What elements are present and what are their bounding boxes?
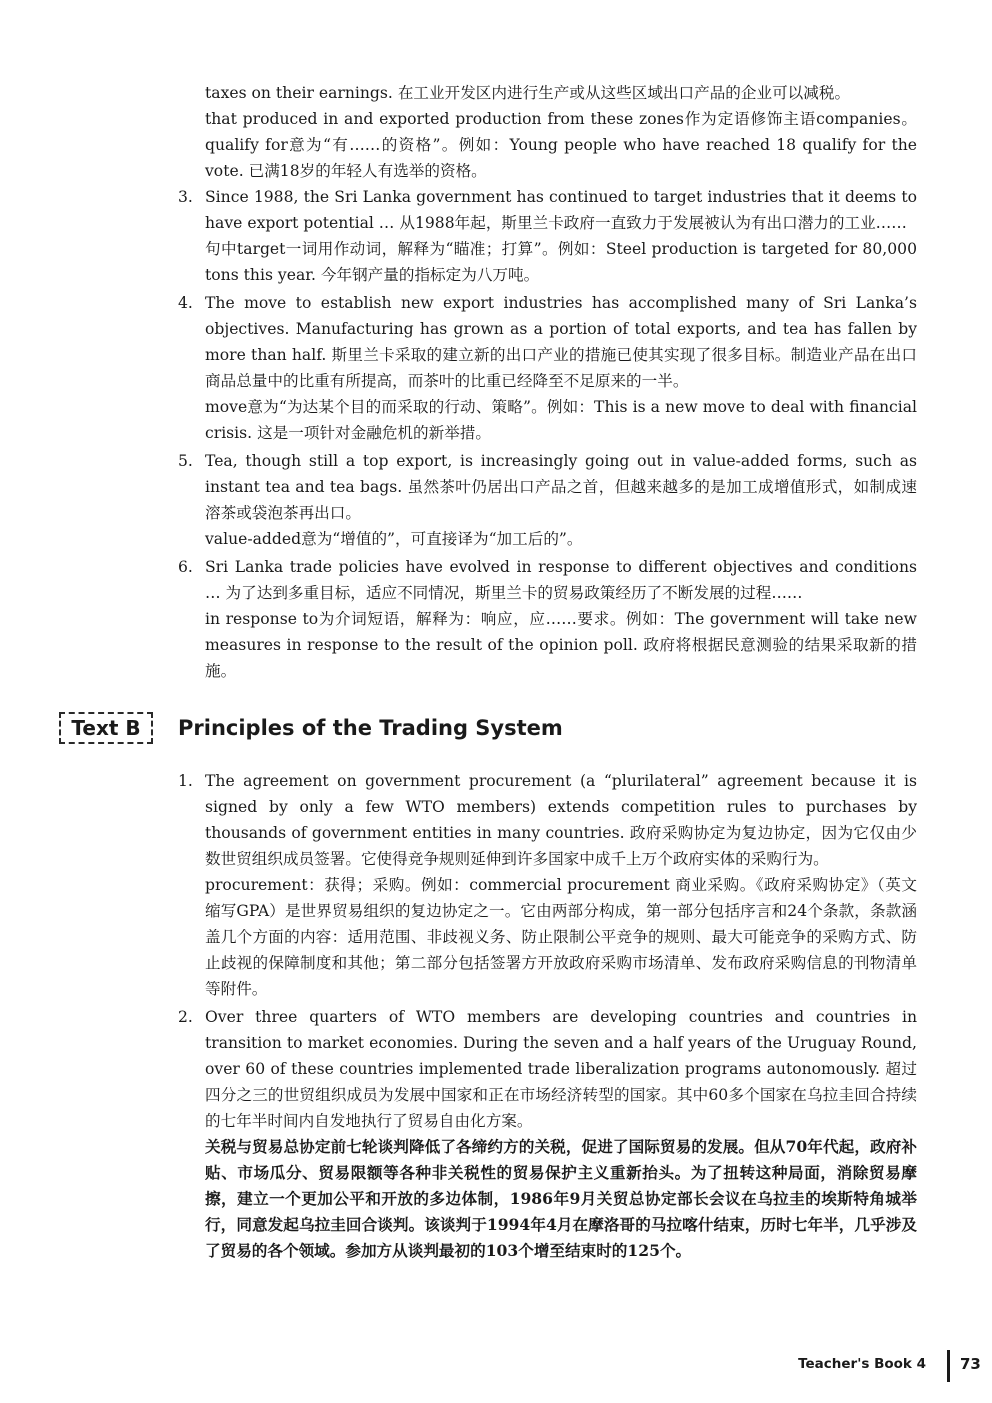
note-explanation: procurement：获得；采购。例如：commercial procurement 商业采购。《政府采购协定》（英文缩写GPA）是世界贸易组织的复边协定之一。它由两部分构成，第一部分包括序言和24个条款，条款涵盖几个方面的内容：适用范围、非歧视义务、防止限制公平竞争的规则、最大可能竞争的采购方式、防止歧视的保障制度和其他；第二部分包括签署方开放政府采购市场清单、发布政府采购信息的刊物清单等附件。 [205,876,917,998]
note-item [178,1004,917,1264]
section-title: Principles of the Trading System [178,716,563,740]
note-number: 1. [178,772,193,790]
note-number: 2. [178,1008,193,1026]
footer-divider [947,1350,950,1382]
page-content [71,80,917,1266]
note-explanation: move意为“为达某个目的而采取的行动、策略”。例如：This is a new move to deal with financial crisis. 这是一项针对金融危机的新举措。 [205,398,917,442]
note-text: The agreement on government procurement (a “plurilateral” agreement because it is signed by only a few WTO members) extends competition rules to purchases by thousands of government entities in many countries. 政府采购协定为复边协定，因为它仅由少数世贸组织成员签署。它使得竞争规则延伸到许多国家中成千上万个政府实体的采购行为。 [205,772,917,868]
note-number: 6. [178,558,193,576]
note-item [178,554,917,684]
book-title: Teacher's Book 4 [798,1356,926,1372]
note-number: 5. [178,452,193,470]
note-number: 4. [178,294,193,312]
note-item [178,768,917,1002]
note-explanation: in response to为介词短语，解释为：响应，应……要求。例如：The government will take new measures in response to the result of the opinion poll. 政府将根据民意测验的结果采取新的措施。 [205,610,917,680]
note-explanation: 句中target一词用作动词，解释为“瞄准；打算”。例如：Steel production is targeted for 80,000 tons this year. 今年钢产量的指标定为八万吨。 [205,240,917,284]
page-number: 73 [960,1355,981,1373]
note-text: The move to establish new export industries has accomplished many of Sri Lanka’s objectives. Manufacturing has grown as a portion of total exports, and tea has fallen by more than half. 斯里兰卡采取的建立新的出口产业的措施已使其实现了很多目标。制造业产品在出口商品总量中的比重有所提高，而茶叶的比重已经降至不足原来的一半。 [205,294,917,390]
continuation-line: taxes on their earnings. 在工业开发区内进行生产或从这些区域出口产品的企业可以减税。 [205,84,851,102]
note-item [178,184,917,288]
section-header [0,706,917,756]
note-text: Over three quarters of WTO members are developing countries and countries in transition to market economies. During the seven and a half years of the Uruguay Round, over 60 of these countries implemented trade liberalization programs autonomously. 超过四分之三的世贸组织成员为发展中国家和正在市场经济转型的国家。其中60多个国家在乌拉圭回合持续的七年半时间内自发地执行了贸易自由化方案。 [205,1008,917,1130]
section-tag: Text B [59,712,153,744]
note-explanation: value-added意为“增值的”，可直接译为“加工后的”。 [205,530,583,548]
note-text: Since 1988, the Sri Lanka government has continued to target industries that it deems to have export potential … 从1988年起，斯里兰卡政府一直致力于发展被认为有出口潜力的工业…… [205,188,917,232]
note-explanation: 关税与贸易总协定前七轮谈判降低了各缔约方的关税，促进了国际贸易的发展。但从70年代起，政府补贴、市场瓜分、贸易限额等各种非关税性的贸易保护主义重新抬头。为了扭转这种局面，消除贸易摩擦，建立一个更加公平和开放的多边体制，1986年9月关贸总协定部长会议在乌拉圭的埃斯特角城举行，同意发起乌拉圭回合谈判。该谈判于1994年4月在摩洛哥的马拉喀什结束，历时七年半，几乎涉及了贸易的各个领域。参加方从谈判最初的103个增至结束时的125个。 [205,1137,917,1260]
page-footer [780,1350,980,1380]
note-text: Sri Lanka trade policies have evolved in response to different objectives and conditions … 为了达到多重目标，适应不同情况，斯里兰卡的贸易政策经历了不断发展的过程…… [205,558,917,602]
note-item [178,290,917,446]
continuation-note: that produced in and exported production from these zones作为定语修饰主语companies。qualify for意为“有……的资格”。例如：Young people who have reached 18 qualify for the vote. 已满18岁的年轻人有选举的资格。 [205,110,917,180]
note-item [178,448,917,552]
note-text: Tea, though still a top export, is increasingly going out in value-added forms, such as instant tea and tea bags. 虽然茶叶仍居出口产品之首，但越来越多的是加工成增值形式，如制成速溶茶或袋泡茶再出口。 [205,452,917,522]
note-number: 3. [178,188,193,206]
